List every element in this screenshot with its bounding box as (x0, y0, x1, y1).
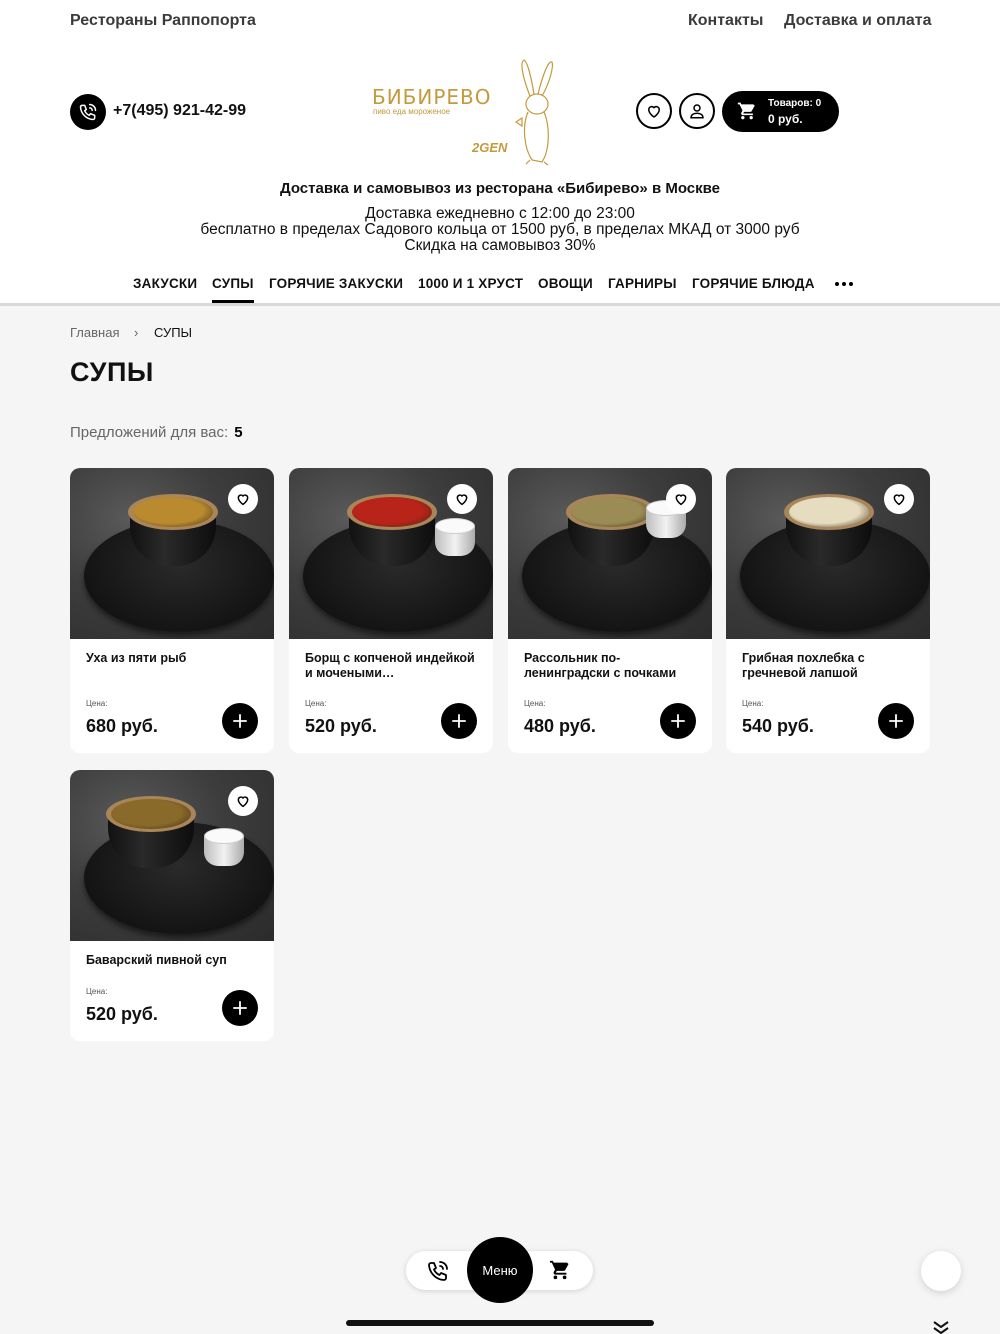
phone-button[interactable] (70, 94, 106, 130)
rabbit-logo-icon (508, 56, 568, 168)
product-photo[interactable] (70, 770, 274, 941)
pickup-discount: Скидка на самовывоз 30% (404, 237, 596, 254)
add-to-cart-button[interactable] (441, 703, 477, 739)
plus-icon (887, 712, 905, 730)
user-icon (688, 102, 706, 120)
product-name[interactable]: Баварский пивной суп (86, 953, 227, 967)
breadcrumb-current: СУПЫ (154, 325, 193, 340)
price-label: Цена: (742, 699, 764, 708)
site-header (0, 0, 1000, 306)
nav-item-supy[interactable]: СУПЫ (212, 276, 254, 291)
price-label: Цена: (86, 699, 108, 708)
delivery-headline: Доставка и самовывоз из ресторана «Бибирево» в Москве (279, 180, 721, 197)
account-button[interactable] (679, 93, 715, 129)
product-photo[interactable] (289, 468, 493, 639)
logo[interactable] (368, 56, 568, 168)
plus-icon (231, 712, 249, 730)
nav-item-garniry[interactable]: ГАРНИРЫ (608, 276, 677, 291)
site-name-link[interactable]: Рестораны Раппопорта (70, 12, 256, 29)
favorite-button[interactable] (884, 484, 914, 514)
product-price: 520 руб. (86, 1004, 158, 1024)
more-menu-button[interactable] (835, 282, 853, 286)
nav-item-zakuski[interactable]: ЗАКУСКИ (133, 276, 198, 291)
heart-icon (235, 491, 251, 507)
delivery-conditions: бесплатно в пределах Садового кольца от 1500 руб, в пределах МКАД от 3000 руб (200, 221, 800, 238)
plus-icon (231, 999, 249, 1017)
nav-item-1000-i-1-khrust[interactable]: 1000 И 1 ХРУСТ (418, 276, 524, 291)
product-card[interactable] (70, 468, 274, 753)
plus-icon (450, 712, 468, 730)
cart-button[interactable] (722, 91, 839, 132)
chevron-down-icon (931, 1320, 951, 1334)
logo-mark: 2GEN (472, 140, 508, 155)
nav-item-goryachie-zakuski[interactable]: ГОРЯЧИЕ ЗАКУСКИ (269, 276, 404, 291)
product-photo[interactable] (508, 468, 712, 639)
favorite-button[interactable] (228, 484, 258, 514)
price-label: Цена: (305, 699, 327, 708)
product-price: 680 руб. (86, 716, 158, 736)
delivery-payment-link[interactable]: Доставка и оплата (784, 12, 932, 29)
delivery-hours: Доставка ежедневно с 12:00 до 23:00 (365, 205, 635, 222)
product-price: 520 руб. (305, 716, 377, 736)
favorite-button[interactable] (228, 786, 258, 816)
product-name[interactable]: Уха из пяти рыб (86, 651, 187, 665)
bottom-call-button[interactable] (426, 1259, 450, 1283)
product-name[interactable]: Рассольник по-ленинградски с почками (524, 651, 677, 680)
breadcrumb-home[interactable]: Главная (70, 325, 120, 340)
cart-count: Товаров: 0 (768, 98, 822, 109)
heart-icon (454, 491, 470, 507)
product-name[interactable]: Грибная похлебка с гречневой лапшой (742, 651, 865, 680)
product-price: 540 руб. (742, 716, 814, 736)
offers-count (70, 424, 243, 441)
page-title: СУПЫ (70, 357, 154, 387)
product-card[interactable] (726, 468, 930, 753)
menu-button[interactable]: Меню (467, 1237, 533, 1303)
nav-item-goryachie-blyuda[interactable]: ГОРЯЧИЕ БЛЮДА (692, 276, 815, 291)
contacts-link[interactable]: Контакты (688, 12, 764, 29)
heart-icon (645, 102, 663, 120)
price-label: Цена: (524, 699, 546, 708)
logo-subtitle: пиво еда мороженое (373, 107, 451, 116)
heart-icon (891, 491, 907, 507)
add-to-cart-button[interactable] (222, 703, 258, 739)
cart-icon (737, 101, 757, 121)
heart-icon (673, 491, 689, 507)
nav-active-indicator (212, 300, 254, 303)
product-card[interactable] (289, 468, 493, 753)
favorite-button[interactable] (447, 484, 477, 514)
product-card[interactable] (508, 468, 712, 753)
phone-number-link[interactable]: +7(495) 921-42-99 (113, 102, 246, 119)
nav-item-ovoshchi[interactable]: ОВОЩИ (538, 276, 593, 291)
favorite-button[interactable] (666, 484, 696, 514)
cart-sum: 0 руб. (768, 112, 803, 126)
bottom-cart-button[interactable] (549, 1259, 573, 1283)
add-to-cart-button[interactable] (222, 990, 258, 1026)
product-photo[interactable] (70, 468, 274, 639)
product-photo[interactable] (726, 468, 930, 639)
heart-icon (235, 793, 251, 809)
favorites-button[interactable] (636, 93, 672, 129)
phone-icon (426, 1259, 450, 1283)
home-indicator (346, 1320, 654, 1326)
scroll-top-button[interactable] (921, 1251, 961, 1291)
product-card[interactable] (70, 770, 274, 1041)
add-to-cart-button[interactable] (878, 703, 914, 739)
add-to-cart-button[interactable] (660, 703, 696, 739)
logo-title: БИБИРЕВО (372, 85, 492, 109)
offers-label: Предложений для вас: (70, 424, 229, 441)
offers-number: 5 (234, 424, 243, 441)
product-name[interactable]: Борщ с копченой индейкой и мочеными… (305, 651, 475, 680)
breadcrumb-separator: › (134, 325, 139, 340)
plus-icon (669, 712, 687, 730)
category-nav (0, 276, 1000, 306)
price-label: Цена: (86, 987, 108, 996)
phone-icon (78, 102, 98, 122)
cart-icon (549, 1259, 571, 1281)
product-price: 480 руб. (524, 716, 596, 736)
